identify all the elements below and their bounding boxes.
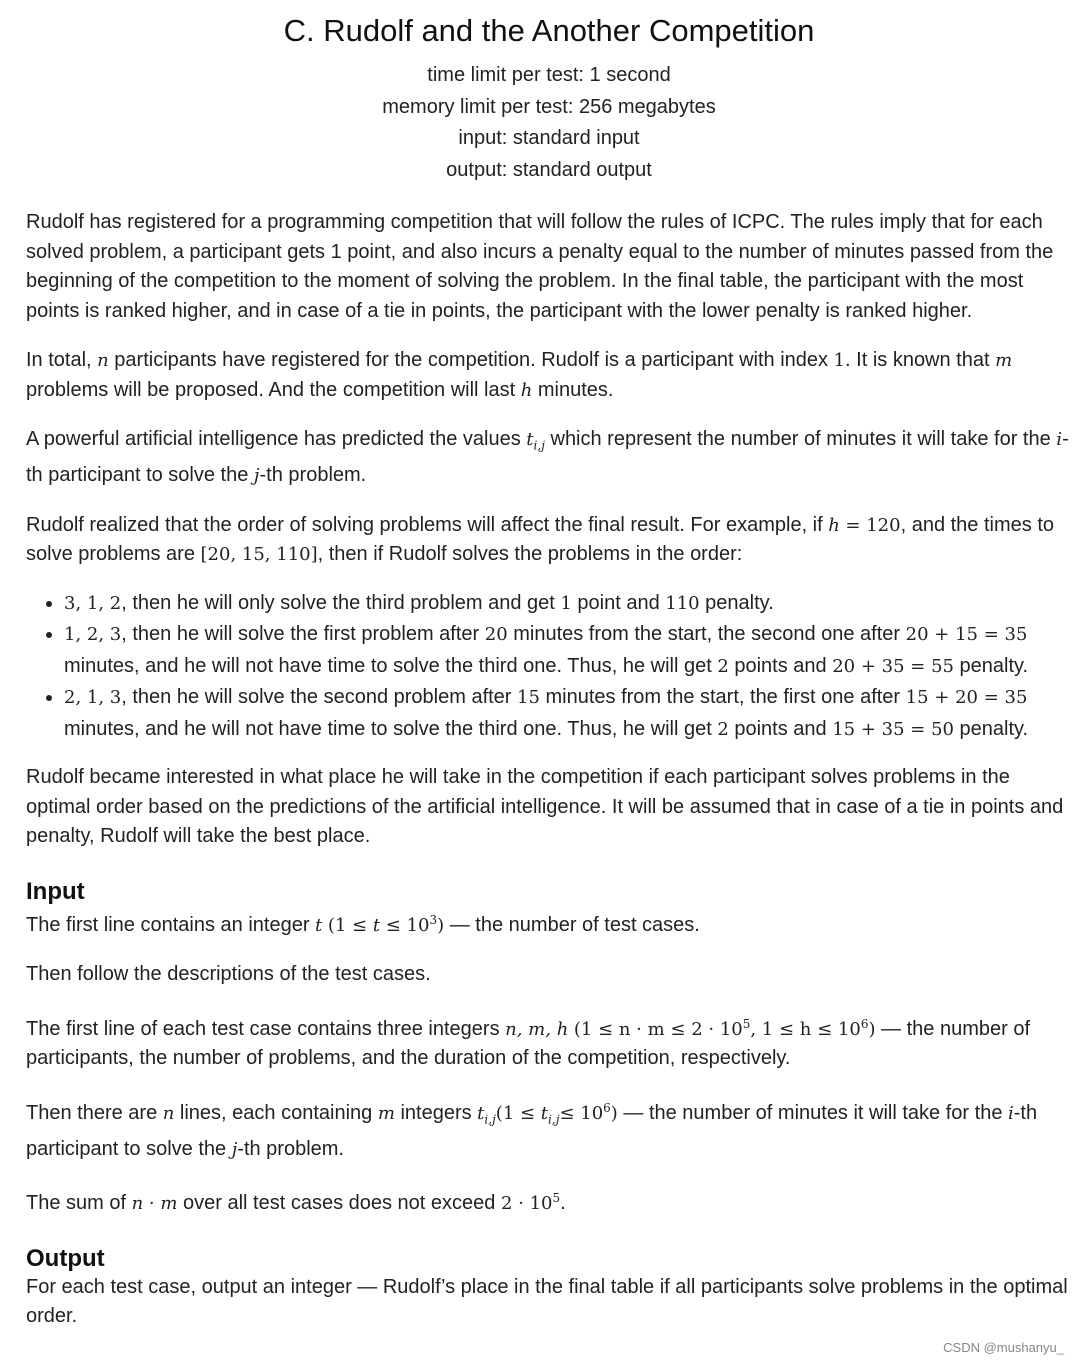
legend-paragraph-1: Rudolf has registered for a programming competition that will follow the rules of ICPC. The rules imply that for each solved problem, a participant gets 1 point, and also incurs a penalty equal to the number of minutes passed from the beginning of the competition to the moment of solving the problem. In the final table, the participant with the most points is ranked higher, and in case of a tie in points, the participant with the lower penalty is ranked higher. <box>26 211 1054 322</box>
output-heading: Output <box>26 1244 105 1272</box>
list-item: • 1, 2, 3, then he will solve the first problem after 20 minutes from the start, the second one after 20 + 15 = 35 minutes, and he will not have time to solve the third one. Thus, he will get 2 points and 20 + 35 = 55 penalty. <box>64 619 1072 682</box>
problem-limits <box>26 60 1072 186</box>
list-item: • 3, 1, 2, then he will only solve the third problem and get 1 point and 110 penalty. <box>64 588 1072 620</box>
input-line-4: Then there are n lines, each containing m integers $t_{i,j}(1 \le t_{i,j}\le 10^6)$ — the number of minutes it will take for the i-th participant to solve the j-th problem. <box>26 1100 1038 1160</box>
input-line-3: The first line of each test case contains three integers n, m, h ($1 \le n \cdot m \le 2 \cdot 10^5$, $1 \le h \le 10^6$) — the number of participants, the number of problems, and the duration of the competition, respectively. <box>26 1016 1031 1070</box>
legend-paragraph-2: In total, n participants have registered for the competition. Rudolf is a participant with index 1. It is known that m problems will be proposed. And the competition will last h minutes. <box>26 349 1013 401</box>
input-type: input: standard input <box>458 127 640 149</box>
problem-statement <box>26 0 1072 1332</box>
output-type: output: standard output <box>446 158 652 181</box>
problem-title: C. Rudolf and the Another Competition <box>283 13 815 48</box>
output-line-1: For each test case, output an integer — Rudolf’s place in the final table if all participants solve problems in the optimal order. <box>26 1275 1068 1328</box>
list-item: • 2, 1, 3, then he will solve the second problem after 15 minutes from the start, the first one after 15 + 20 = 35 minutes, and he will not have time to solve the third one. Thus, he will get 2 points and 15 + 35 = 50 penalty. <box>64 682 1072 745</box>
input-heading: Input <box>26 877 85 905</box>
memory-limit: memory limit per test: 256 megabytes <box>382 95 716 118</box>
input-line-1: The first line contains an integer t $(1 \le t \le 10^3)$ — the number of test cases. <box>26 912 700 936</box>
legend-paragraph-5: Rudolf became interested in what place he will take in the competition if each participant solves problems in the optimal order based on the predictions of the artificial intelligence. It will be assumed that in case of a tie in points and penalty, Rudolf will take the best place. <box>26 766 1064 848</box>
watermark: CSDN @mushanyu_ <box>943 1340 1064 1355</box>
time-limit: time limit per test: 1 second <box>427 64 671 86</box>
input-line-2: Then follow the descriptions of the test cases. <box>26 963 431 986</box>
legend-paragraph-3: A powerful artificial intelligence has predicted the values $t_{i,j}$ which represent the number of minutes it will take for the i-th participant to solve the j-th problem. <box>26 428 1069 487</box>
order-examples-list <box>26 588 1072 746</box>
input-line-5: The sum of n · m over all test cases does not exceed $2 \cdot 10^5$. <box>26 1191 566 1215</box>
legend-paragraph-4: Rudolf realized that the order of solving problems will affect the final result. For example, if h = 120, and the times to solve problems are [20, 15, 110], then if Rudolf solves the problems in the order: <box>26 513 1054 566</box>
